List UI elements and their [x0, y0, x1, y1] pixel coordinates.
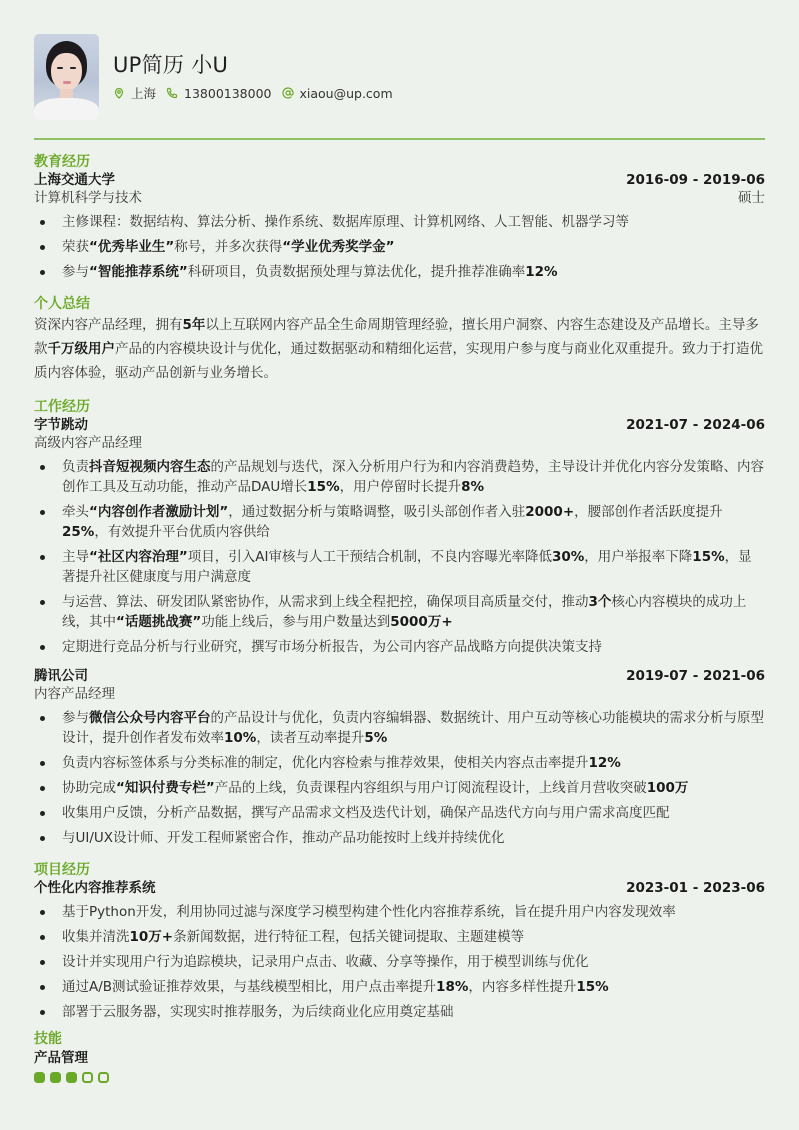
- highlight-text: 3个: [588, 594, 612, 610]
- map-pin-icon: [113, 87, 125, 99]
- job-date: 2019-07 - 2021-06: [626, 668, 765, 684]
- job-bullets: [34, 457, 765, 657]
- skill-dot-filled: [50, 1072, 61, 1083]
- bullet-item: 负责抖音短视频内容生态的产品规划与迭代，深入分析用户行为和内容消费趋势，主导设计并优化内容分发策略、内容创作工具及互动功能，推动产品DAU增长15%，用户停留时长提升8%: [34, 457, 765, 497]
- resume-header: [34, 34, 765, 120]
- skills-section: [34, 1030, 765, 1083]
- bullet-item: 收集用户反馈，分析产品数据，撰写产品需求文档及迭代计划，确保产品迭代方向与用户需求高度匹配: [34, 803, 765, 823]
- highlight-text: 千万级用户: [47, 341, 115, 357]
- bullet-item: 牵头“内容创作者激励计划”，通过数据分析与策略调整，吸引头部创作者入驻2000+，腰部创作者活跃度提升25%，有效提升平台优质内容供给: [34, 502, 765, 542]
- profile-photo: [34, 34, 99, 120]
- job-role: 内容产品经理: [34, 686, 115, 702]
- skill-dot-empty: [98, 1072, 109, 1083]
- highlight-text: 8%: [461, 479, 485, 495]
- bullet-item: 负责内容标签体系与分类标准的制定，优化内容检索与推荐效果，使相关内容点击率提升12%: [34, 753, 765, 773]
- highlight-text: 5年: [182, 317, 206, 333]
- header-info: [113, 34, 403, 102]
- highlight-text: “优秀毕业生”: [89, 239, 175, 255]
- highlight-text: 12%: [525, 264, 558, 280]
- highlight-text: 2000+: [525, 504, 575, 520]
- phone-text: 13800138000: [184, 85, 272, 101]
- highlight-text: “智能推荐系统”: [89, 264, 188, 280]
- skill-name: 产品管理: [34, 1050, 88, 1066]
- skill-dot-filled: [34, 1072, 45, 1083]
- highlight-text: 15%: [307, 479, 340, 495]
- summary-section: [34, 295, 765, 385]
- project-name: 个性化内容推荐系统: [34, 880, 156, 896]
- job-entry: [34, 416, 765, 657]
- degree: 硕士: [738, 190, 765, 206]
- education-bullets: [34, 212, 765, 282]
- highlight-text: 5000万+: [390, 614, 453, 630]
- highlight-text: 30%: [551, 549, 585, 565]
- company-name: 字节跳动: [34, 417, 88, 433]
- highlight-text: 15%: [692, 549, 725, 565]
- job-role: 高级内容产品经理: [34, 435, 142, 451]
- major: 计算机科学与技术: [34, 190, 142, 206]
- education-date: 2016-09 - 2019-06: [626, 172, 765, 188]
- bullet-item: 设计并实现用户行为追踪模块，记录用户点击、收藏、分享等操作，用于模型训练与优化: [34, 952, 765, 972]
- work-section: [34, 398, 765, 848]
- job-date: 2021-07 - 2024-06: [626, 417, 765, 433]
- bullet-item: 参与微信公众号内容平台的产品设计与优化，负责内容编辑器、数据统计、用户互动等核心功能模块的需求分析与原型设计，提升创作者发布效率10%，读者互动率提升5%: [34, 708, 765, 748]
- section-title: 工作经历: [34, 399, 90, 415]
- contact-email: [282, 86, 393, 101]
- bullet-item: 通过A/B测试验证推荐效果，与基线模型相比，用户点击率提升18%，内容多样性提升15%: [34, 977, 765, 997]
- highlight-text: “知识付费专栏”: [116, 780, 215, 796]
- section-title: 项目经历: [34, 862, 90, 878]
- bullet-item: 主导“社区内容治理”项目，引入AI审核与人工干预结合机制，不良内容曝光率降低30%，用户举报率下降15%，显著提升社区健康度与用户满意度: [34, 547, 765, 587]
- highlight-text: “学业优秀奖学金”: [282, 239, 395, 255]
- skill-level-dots: [34, 1072, 765, 1083]
- bullet-item: 协助完成“知识付费专栏”产品的上线，负责课程内容组织与用户订阅流程设计，上线首月营收突破100万: [34, 778, 765, 798]
- bullet-item: 部署于云服务器，实现实时推荐服务，为后续商业化应用奠定基础: [34, 1002, 765, 1022]
- job-entry: [34, 667, 765, 848]
- section-title: 个人总结: [34, 296, 90, 312]
- candidate-name: UP简历 小U: [113, 53, 229, 77]
- highlight-text: 25%: [62, 524, 95, 540]
- section-title: 技能: [34, 1031, 62, 1047]
- email-text: xiaou@up.com: [299, 85, 393, 101]
- bullet-item: 参与“智能推荐系统”科研项目，负责数据预处理与算法优化，提升推荐准确率12%: [34, 262, 765, 282]
- bullet-item: 定期进行竞品分析与行业研究，撰写市场分析报告，为公司内容产品战略方向提供决策支持: [34, 637, 765, 657]
- highlight-text: 12%: [588, 755, 621, 771]
- bullet-item: 基于Python开发，利用协同过滤与深度学习模型构建个性化内容推荐系统，旨在提升用户内容发现效率: [34, 902, 765, 922]
- contact-location: [113, 84, 156, 102]
- highlight-text: 100万: [646, 780, 689, 796]
- highlight-text: 10%: [224, 730, 257, 746]
- highlight-text: 5%: [364, 730, 388, 746]
- projects-section: [34, 861, 765, 1022]
- contact-bar: [113, 84, 403, 102]
- bullet-item: 荣获“优秀毕业生”称号，并多次获得“学业优秀奖学金”: [34, 237, 765, 257]
- education-section: [34, 153, 765, 282]
- highlight-text: 18%: [436, 979, 469, 995]
- job-bullets: [34, 708, 765, 848]
- contact-phone: [166, 86, 271, 101]
- skill-dot-empty: [82, 1072, 93, 1083]
- company-name: 腾讯公司: [34, 668, 88, 684]
- location-text: 上海: [131, 86, 157, 101]
- at-icon: [282, 87, 294, 99]
- phone-icon: [166, 87, 178, 99]
- highlight-text: “内容创作者激励计划”: [89, 504, 229, 520]
- bullet-item: 收集并清洗10万+条新闻数据，进行特征工程，包括关键词提取、主题建模等: [34, 927, 765, 947]
- summary-text: 资深内容产品经理，拥有5年以上互联网内容产品全生命周期管理经验，擅长用户洞察、内容生态建设及产品增长。主导多款千万级用户产品的内容模块设计与优化，通过数据驱动和精细化运营，实现用户参与度与商业化双重提升。致力于打造优质内容体验，驱动产品创新与业务增长。: [34, 317, 763, 381]
- school-name: 上海交通大学: [34, 172, 115, 188]
- highlight-text: 微信公众号内容平台: [89, 710, 211, 726]
- bullet-item: 主修课程：数据结构、算法分析、操作系统、数据库原理、计算机网络、人工智能、机器学习等: [34, 212, 765, 232]
- highlight-text: 10万+: [129, 929, 174, 945]
- highlight-text: “社区内容治理”: [89, 549, 188, 565]
- bullet-item: 与UI/UX设计师、开发工程师紧密合作，推动产品功能按时上线并持续优化: [34, 828, 765, 848]
- skill-dot-filled: [66, 1072, 77, 1083]
- section-title: 教育经历: [34, 154, 90, 170]
- project-bullets: [34, 902, 765, 1022]
- bullet-item: 与运营、算法、研发团队紧密协作，从需求到上线全程把控，确保项目高质量交付，推动3个核心内容模块的成功上线，其中“话题挑战赛”功能上线后，参与用户数量达到5000万+: [34, 592, 765, 632]
- highlight-text: 15%: [576, 979, 609, 995]
- header-divider: [34, 138, 765, 140]
- highlight-text: “话题挑战赛”: [116, 614, 202, 630]
- resume-page: [34, 34, 765, 1083]
- highlight-text: 抖音短视频内容生态: [89, 459, 211, 475]
- project-date: 2023-01 - 2023-06: [626, 880, 765, 896]
